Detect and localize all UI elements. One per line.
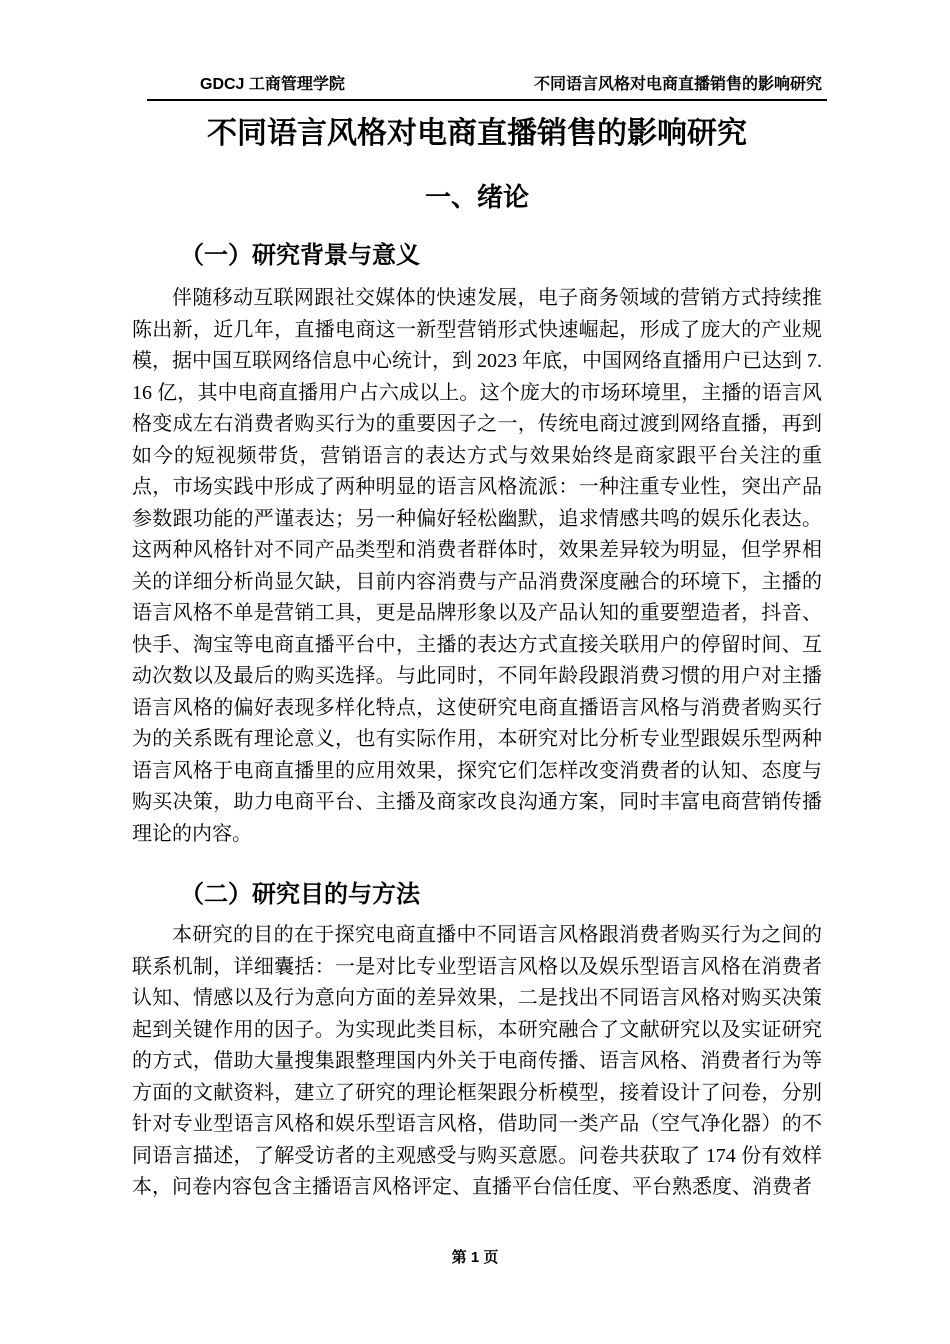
section-heading-background: （一）研究背景与意义 <box>180 242 420 269</box>
header-rule <box>147 99 827 101</box>
page-number: 第 1 页 <box>451 1249 499 1266</box>
page-header <box>132 75 822 95</box>
chapter-heading: 一、绪论 <box>424 182 529 212</box>
section-body-background: 伴随移动互联网跟社交媒体的快速发展，电子商务领域的营销方式持续推陈出新，近几年，直播电商这一新型营销形式快速崛起，形成了庞大的产业规模，据中国互联网络信息中心统计，到 2023 年底，中国网络直播用户已达到 7.16 亿，其中电商直播用户占六成以上。这个庞大的市场环境里，主播的语言风格变成左右消费者购买行为的重要因子之一，传统电商过渡到网络直播，再到如今的短视频带货，营销语言的表达方式与效果始终是商家跟平台关注的重点，市场实践中形成了两种明显的语言风格流派：一种注重专业性，突出产品参数跟功能的严谨表达；另一种偏好轻松幽默，追求情感共鸣的娱乐化表达。这两种风格针对不同产品类型和消费者群体时，效果差异较为明显，但学界相关的详细分析尚显欠缺，目前内容消费与产品消费深度融合的环境下，主播的语言风格不单是营销工具，更是品牌形象以及产品认知的重要塑造者，抖音、快手、淘宝等电商直播平台中，主播的表达方式直接关联用户的停留时间、互动次数以及最后的购买选择。与此同时，不同年龄段跟消费习惯的用户对主播语言风格的偏好表现多样化特点，这使研究电商直播语言风格与消费者购买行为的关系既有理论意义，也有实际作用，本研究对比分析专业型跟娱乐型两种语言风格于电商直播里的应用效果，探究它们怎样改变消费者的认知、态度与购买决策，助力电商平台、主播及商家改良沟通方案，同时丰富电商营销传播理论的内容。 <box>132 287 822 845</box>
section-heading-methods: （二）研究目的与方法 <box>180 881 420 908</box>
header-institution: GDCJ 工商管理学院 <box>200 76 345 93</box>
document-title: 不同语言风格对电商直播销售的影响研究 <box>207 117 747 150</box>
header-running-title: 不同语言风格对电商直播销售的影响研究 <box>533 76 822 93</box>
section-body-methods: 本研究的目的在于探究电商直播中不同语言风格跟消费者购买行为之间的联系机制，详细囊括：一是对比专业型语言风格以及娱乐型语言风格在消费者认知、情感以及行为意向方面的差异效果，二是找出不同语言风格对购买决策起到关键作用的因子。为实现此类目标，本研究融合了文献研究以及实证研究的方式，借助大量搜集跟整理国内外关于电商传播、语言风格、消费者行为等方面的文献资料，建立了研究的理论框架跟分析模型，接着设计了问卷，分别针对专业型语言风格和娱乐型语言风格，借助同一类产品（空气净化器）的不同语言描述，了解受访者的主观感受与购买意愿。问卷共获取了 174 份有效样本，问卷内容包含主播语言风格评定、直播平台信任度、平台熟悉度、消费者 <box>132 924 822 1198</box>
